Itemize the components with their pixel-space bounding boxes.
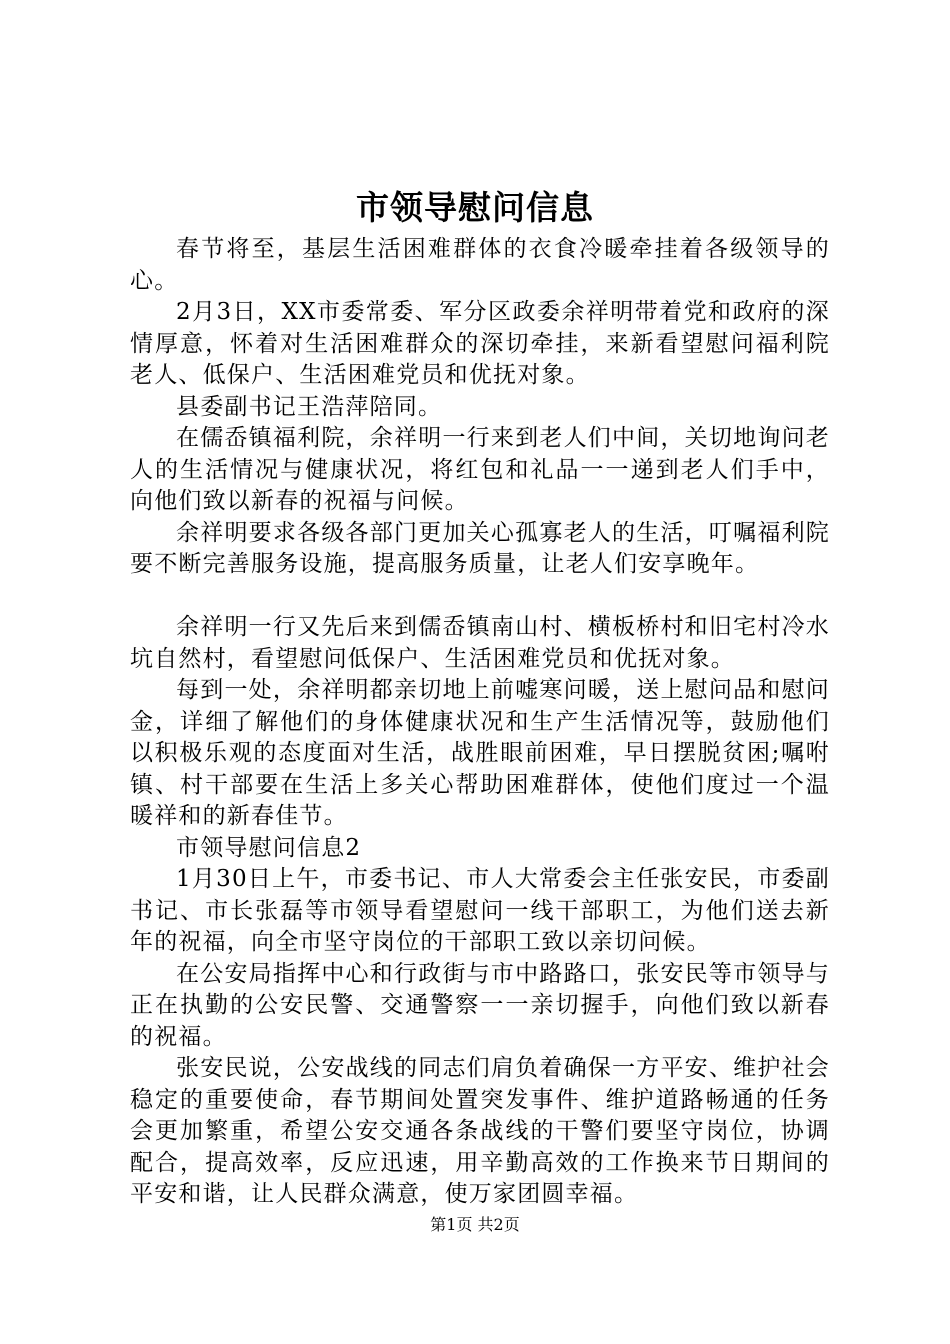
section-heading: 市领导慰问信息2 bbox=[176, 834, 362, 861]
document-title: 市领导慰问信息 bbox=[356, 188, 594, 227]
paragraph: 县委副书记王浩萍陪同。 bbox=[176, 393, 443, 420]
paragraph: 张安民说，公安战线的同志们肩负着确保一方平安、维护社会稳定的重要使命，春节期间处置突发事件、维护道路畅通的任务会更加繁重，希望公安交通各条战线的干警们要坚守岗位，协调配合，提高效率，反应迅速，用辛勤高效的工作换来节日期间的平安和谐，让人民群众满意，使万家团圆幸福。 bbox=[130, 1055, 830, 1207]
document-body bbox=[130, 234, 830, 1211]
paragraph: 每到一处，余祥明都亲切地上前嘘寒问暖，送上慰问品和慰问金，详细了解他们的身体健康状况和生产生活情况等，鼓励他们以积极乐观的态度面对生活，战胜眼前困难，早日摆脱贫困;嘱咐镇、村干部要在生活上多关心帮助困难群体，使他们度过一个温暖祥和的新春佳节。 bbox=[130, 677, 830, 829]
paragraph: 1月30日上午，市委书记、市人大常委会主任张安民，市委副书记、市长张磊等市领导看望慰问一线干部职工，为他们送去新年的祝福，向全市坚守岗位的干部职工致以亲切问候。 bbox=[130, 866, 830, 955]
paragraph: 余祥明一行又先后来到儒岙镇南山村、横板桥村和旧宅村冷水坑自然村，看望慰问低保户、生活困难党员和优抚对象。 bbox=[130, 614, 830, 672]
paragraph: 春节将至，基层生活困难群体的衣食冷暖牵挂着各级领导的心。 bbox=[130, 236, 830, 294]
paragraph: 余祥明要求各级各部门更加关心孤寡老人的生活，叮嘱福利院要不断完善服务设施，提高服务质量，让老人们安享晚年。 bbox=[130, 519, 830, 577]
page-number-footer: 第1页 共2页 bbox=[430, 1215, 520, 1234]
paragraph: 在公安局指挥中心和行政街与市中路路口，张安民等市领导与正在执勤的公安民警、交通警察一一亲切握手，向他们致以新春的祝福。 bbox=[130, 960, 830, 1050]
paragraph: 2月3日，XX市委常委、军分区政委余祥明带着党和政府的深情厚意，怀着对生活困难群众的深切牵挂，来新看望慰问福利院老人、低保户、生活困难党员和优抚对象。 bbox=[130, 299, 830, 388]
paragraph: 在儒岙镇福利院，余祥明一行来到老人们中间，关切地询问老人的生活情况与健康状况，将红包和礼品一一递到老人们手中，向他们致以新春的祝福与问候。 bbox=[130, 425, 830, 514]
